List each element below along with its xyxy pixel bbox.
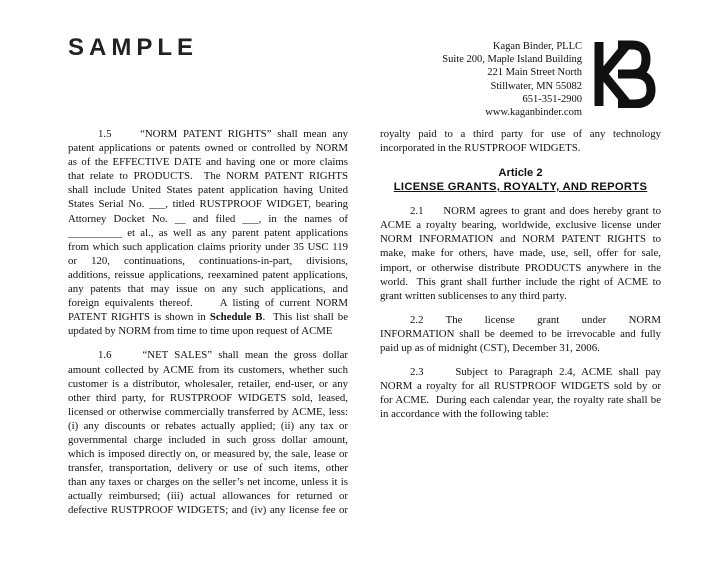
kb-logo-icon: [594, 40, 656, 108]
section-1-6-line: 1.6 “NET SALES” shall mean the gross dollar: [98, 349, 348, 362]
section-1-5-line: 1.5 “NORM PATENT RIGHTS” shall mean any: [98, 128, 348, 140]
text-run: PATENT RIGHTS is shown in: [68, 311, 210, 324]
address-line: Stillwater, MN 55082: [490, 80, 582, 92]
section-1-5-line: foreign equivalents thereof. A listing of current NORM: [68, 297, 348, 310]
article-title: Article 2: [498, 167, 543, 180]
section-2-2-line: INFORMATION shall be deemed to be irrevocable and fully: [380, 327, 661, 340]
section-1-5-line: that relate to PRODUCTS. The NORM PATENT RIGHTS: [68, 170, 348, 183]
section-1-6-line: actually reimbursed; (iii) actual allowances for returned or: [68, 490, 348, 503]
section-1-6-line: (i) any discounts or rebates actually applied; (ii) any tax or: [68, 419, 348, 432]
section-2-3-line: 2.3 Subject to Paragraph 2.4, ACME shall pay: [410, 366, 661, 379]
section-1-5-line: additions, reissue applications, reexamined patent applications,: [68, 268, 348, 281]
section-2-3-line: in accordance with the following table:: [380, 408, 549, 421]
section-2-1-line: 2.1 NORM agrees to grant and does hereby grant to: [410, 205, 661, 218]
section-1-6-line: which is imposed directly on, or measured by, the sale, lease or: [68, 448, 348, 461]
section-2-1-line: import, or otherwise distribute PRODUCTS anywhere in the: [380, 261, 661, 274]
section-2-1-line: grant written sublicenses to any third party.: [380, 289, 567, 302]
section-2-3-line: NORM a royalty for all RUSTPROOF WIDGETS sold by or: [380, 380, 661, 393]
section-1-6-line: amount collected by ACME from its customers, whether such: [68, 363, 348, 376]
section-1-6-line: governmental charge included in such gross dollar amount,: [68, 433, 348, 446]
address-line: Suite 200, Maple Island Building: [442, 54, 582, 66]
section-1-5-line: States Serial No. ___, titled RUSTPROOF WIDGET, bearing: [68, 198, 348, 211]
left-column: [68, 127, 348, 518]
section-1-6-line: defective RUSTPROOF WIDGETS; and (iv) any license fee or: [68, 504, 348, 517]
schedule-b-reference: Schedule B: [209, 311, 263, 324]
section-2-1-line: NORM INFORMATION and NORM PATENT RIGHTS to: [380, 233, 661, 246]
section-2-1-line: ACME a royalty bearing, worldwide, exclusive license under: [380, 219, 661, 232]
continuation-line: royalty paid to a third party for use of any technology: [380, 128, 661, 140]
section-1-5-line: or 120, continuations, continuations-in-part, divisions,: [68, 254, 348, 267]
section-1-5-line: patent applications or patents owned or controlled by NORM: [68, 142, 348, 155]
section-1-6-line: licensed or otherwise commercially transferred by ACME, less:: [68, 405, 348, 418]
section-2-1-line: world. This grant shall further include the right of ACME to: [380, 275, 661, 288]
text-run: . This list shall be: [262, 311, 348, 324]
firm-name: Kagan Binder, PLLC: [492, 41, 582, 52]
section-1-5-line: any patents that may issue on any such applications, and: [68, 283, 348, 296]
firm-address-block: [442, 40, 582, 119]
phone-line: 651-351-2900: [522, 93, 582, 105]
sample-watermark: SAMPLE: [68, 34, 199, 61]
section-1-5-line: __________ et al., as well as any parent patent applications: [68, 226, 348, 239]
section-2-1-line: make, make for others, have made, use, sell, offer for sale,: [380, 247, 661, 260]
section-1-5-line: updated by NORM from time to time upon request of ACME: [68, 325, 333, 338]
section-1-5-line: [68, 310, 348, 324]
section-2-2-line: 2.2 The license grant under NORM: [410, 313, 661, 326]
continuation-line: incorporated in the RUSTPROOF WIDGETS.: [380, 142, 581, 155]
address-line: 221 Main Street North: [487, 67, 582, 79]
website-line: www.kaganbinder.com: [485, 107, 582, 119]
section-1-5-line: Attorney Docket No. __ and filed ___, in the names of: [68, 212, 348, 225]
section-1-6-line: customer is a distributor, wholesaler, retailer, end-user, or any: [68, 377, 348, 390]
section-1-6-line: transfer, transportation, delivery or use of such items, other: [68, 462, 348, 475]
section-2-3-line: for ACME. During each calendar year, the royalty rate shall be: [380, 394, 661, 407]
article-subtitle: LICENSE GRANTS, ROYALTY, AND REPORTS: [393, 181, 648, 194]
section-1-5-line: shall include United States patent application having United: [68, 184, 348, 197]
section-1-5-line: from which such application claims priority under 35 USC 119: [68, 240, 348, 253]
section-1-5-line: as of the EFFECTIVE DATE and having one or more claims: [68, 156, 348, 169]
right-column: [380, 127, 661, 422]
section-1-6-line: than any taxes or charges on the seller’s net income, unless it is: [68, 476, 348, 489]
section-1-6-line: other third party, for RUSTPROOF WIDGETS sold, leased,: [68, 391, 348, 404]
section-2-2-line: paid up as of midnight (CST), December 31, 2006.: [380, 342, 600, 355]
